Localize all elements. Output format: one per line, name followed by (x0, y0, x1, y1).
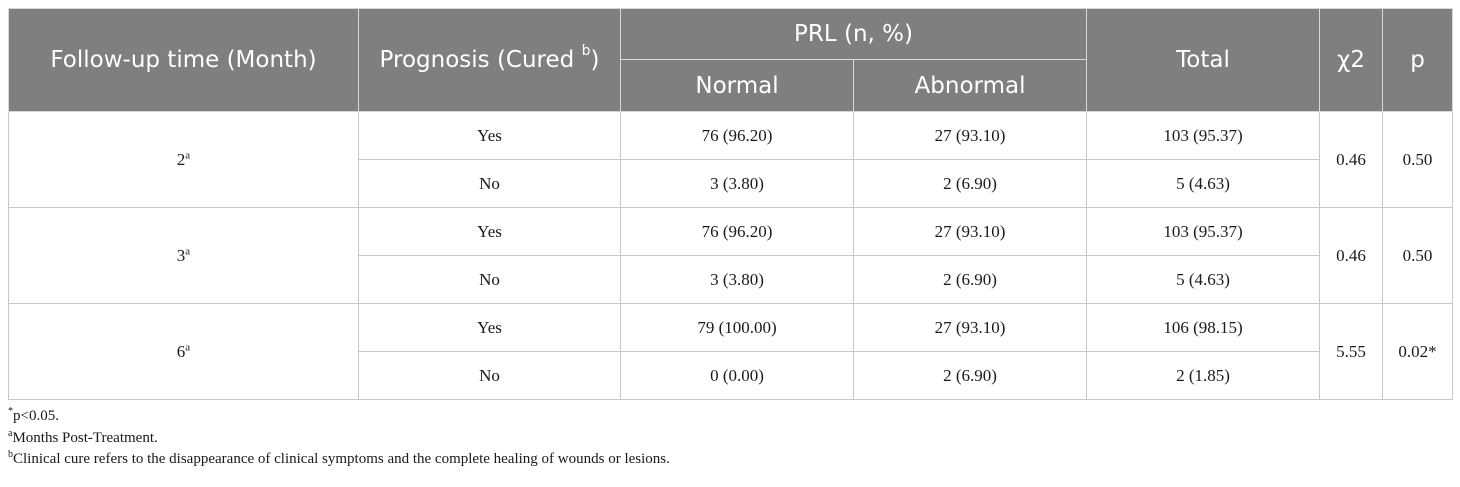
total-cell: 5 (4.63) (1087, 160, 1320, 208)
prognosis-cell: No (359, 160, 621, 208)
header-follow-up: Follow-up time (Month) (9, 9, 359, 112)
normal-cell: 76 (96.20) (621, 112, 854, 160)
chi2-cell: 0.46 (1320, 208, 1383, 304)
prognosis-cell: No (359, 256, 621, 304)
header-prognosis: Prognosis (Cured $^b$) (359, 9, 621, 112)
prognosis-cell: No (359, 352, 621, 400)
total-cell: 103 (95.37) (1087, 112, 1320, 160)
prognosis-cell: Yes (359, 208, 621, 256)
total-cell: 2 (1.85) (1087, 352, 1320, 400)
month-cell: 6$^a$ (9, 304, 359, 400)
table-row (9, 304, 1453, 352)
abnormal-cell: 2 (6.90) (854, 160, 1087, 208)
abnormal-cell: 27 (93.10) (854, 304, 1087, 352)
table-wrapper (8, 8, 1452, 400)
prognosis-cell: Yes (359, 304, 621, 352)
table-row (9, 112, 1453, 160)
header-total: Total (1087, 9, 1320, 112)
abnormal-cell: 2 (6.90) (854, 256, 1087, 304)
total-cell: 5 (4.63) (1087, 256, 1320, 304)
footnote: $^b$Clinical cure refers to the disappearance of clinical symptoms and the complete healing of wounds or lesions. (8, 449, 670, 467)
header-abnormal: Abnormal (854, 60, 1087, 112)
normal-cell: 3 (3.80) (621, 160, 854, 208)
prognosis-footnote-mark: b (581, 43, 591, 60)
p-cell: 0.02* (1383, 304, 1453, 400)
month-cell: 2$^a$ (9, 112, 359, 208)
table-header (9, 9, 1453, 112)
total-cell: 106 (98.15) (1087, 304, 1320, 352)
month-cell: 3$^a$ (9, 208, 359, 304)
header-p: p (1383, 9, 1453, 112)
footnote: $^a$Months Post-Treatment. (8, 427, 158, 446)
prognosis-cell: Yes (359, 112, 621, 160)
results-table (8, 8, 1453, 400)
table-footnotes (8, 406, 670, 471)
normal-cell: 79 (100.00) (621, 304, 854, 352)
table-body (9, 112, 1453, 400)
chi2-cell: 0.46 (1320, 112, 1383, 208)
normal-cell: 3 (3.80) (621, 256, 854, 304)
header-normal: Normal (621, 60, 854, 112)
p-cell: 0.50 (1383, 208, 1453, 304)
header-chi2: χ2 (1320, 9, 1383, 112)
abnormal-cell: 27 (93.10) (854, 208, 1087, 256)
normal-cell: 0 (0.00) (621, 352, 854, 400)
normal-cell: 76 (96.20) (621, 208, 854, 256)
header-prl: PRL (n, %) (621, 9, 1087, 60)
abnormal-cell: 27 (93.10) (854, 112, 1087, 160)
table-row (9, 208, 1453, 256)
p-cell: 0.50 (1383, 112, 1453, 208)
abnormal-cell: 2 (6.90) (854, 352, 1087, 400)
footnote: *p<0.05. (8, 406, 59, 424)
total-cell: 103 (95.37) (1087, 208, 1320, 256)
chi2-cell: 5.55 (1320, 304, 1383, 400)
